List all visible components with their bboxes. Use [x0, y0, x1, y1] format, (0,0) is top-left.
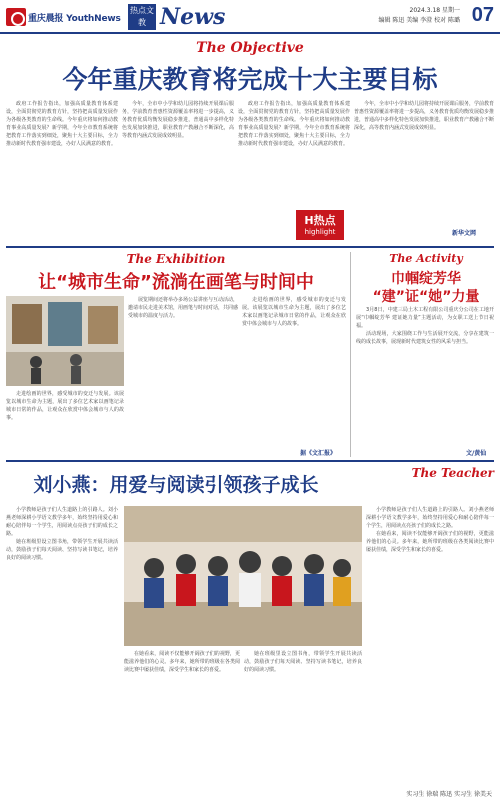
story1-column-3: [238, 100, 350, 200]
story1-paragraph: 今年，全市中小学和幼儿园将持续开展课后服务，学前教育普惠性资源覆盖率将进一步提高，义务教育优质均衡发展稳步推进，普通高中多样化特色发展加快推进，职业教育产教融合不断深化，高等教育内涵式发展成效明显。: [122, 101, 234, 139]
story4-paragraph: 小学教师是孩子们人生道路上的引路人。刘小燕老师深耕小学语文教学多年，始终坚持用爱心和耐心陪伴每一个学生，用阅读点亮孩子们的成长之路。: [6, 507, 118, 537]
story1-paragraph: 政府工作报告指出，加强高质量教育体系建设，全面贯彻党的教育方针，坚持把高质量发展作为各级各类教育的生命线。今年重庆将如何推动教育事业高质量发展？新学期，今年全市教育系统将把教育工作落实到细处，聚焦十大主要目标，全力推动新时代教育强市建设，办好人民满意的教育。: [6, 101, 118, 147]
story1-kicker: The Objective: [196, 40, 304, 56]
story4-paragraph: 在她看来，阅读不仅能够开阔孩子们的视野，更能滋养他们的心灵。多年来，她所带的班级在各类阅读比赛中屡获佳绩，深受学生和家长的喜爱。: [124, 651, 240, 673]
story4-paragraph: 小学教师是孩子们人生道路上的引路人。刘小燕老师深耕小学语文教学多年，始终坚持用爱心和耐心陪伴每一个学生，用阅读点亮孩子们的成长之路。: [366, 507, 494, 529]
story1-column-4: [354, 100, 494, 220]
issue-date: 2024.3.18 星期一: [409, 7, 460, 14]
story1-column-1: [6, 100, 118, 240]
story4-paragraph: 她在班级里设立图书角，带领学生开展共读活动，鼓励孩子们每天阅读、坚持写读书笔记，培养良好的阅读习惯。: [244, 651, 362, 673]
story3-byline: 文/黄仙: [466, 450, 487, 457]
story2-column-3: [242, 296, 346, 446]
highlight-badge-cn: H热点: [304, 214, 336, 227]
masthead: [0, 0, 500, 34]
story1-paragraph: 政府工作报告指出，加强高质量教育体系建设，全面贯彻党的教育方针，坚持把高质量发展作为各级各类教育的生命线。今年重庆将如何推动教育事业高质量发展？新学期，今年全市教育系统将把教育工作落实到细处，聚焦十大主要目标，全力推动新时代教育强市建设，办好人民满意的教育。: [238, 101, 350, 147]
story4-column-2: [124, 650, 240, 776]
story4-paragraph: 她在班级里设立图书角，带领学生开展共读活动，鼓励孩子们每天阅读、坚持写读书笔记，培养良好的阅读习惯。: [6, 539, 118, 561]
page-footer: [0, 786, 500, 801]
story2-paragraph: 走进绘画的世界，感受城市的变迁与发展。该展览以城市生命为主题，展出了多位艺术家以画笔记录城市日常的作品，让观众在欣赏中体会城市与人的故事。: [242, 297, 346, 327]
highlight-badge: [296, 210, 344, 240]
column-divider: [350, 252, 351, 457]
story4-paragraph: 在她看来，阅读不仅能够开阔孩子们的视野，更能滋养他们的心灵。多年来，她所带的班级在各类阅读比赛中屡获佳绩，深受学生和家长的喜爱。: [366, 531, 494, 553]
story2-column-2: [128, 296, 238, 456]
story4-column-4: [366, 506, 494, 776]
exhibition-photo-image: [6, 296, 124, 386]
story3-paragraph: 活动现场，大家围绕工作与生活展开交流，分享在建筑一线的成长故事，展现新时代建筑女性的风采与担当。: [356, 331, 494, 345]
story4-column-1: [6, 506, 118, 776]
page-number: 07: [471, 4, 494, 26]
story2-paragraph: 走进绘画的世界，感受城市的变迁与发展。该展览以城市生命为主题，展出了多位艺术家以画笔记录城市日常的作品，让观众在欣赏中体会城市与人的故事。: [6, 391, 124, 421]
issue-meta: [378, 6, 460, 26]
story4-headline: 刘小燕：用爱与阅读引领孩子成长: [33, 474, 319, 496]
story3-column: [356, 306, 494, 446]
section-divider: [6, 246, 494, 248]
story3-paragraph: 3月8日，中建三局土木工程有限公司重庆分公司在工地开展“巾帼绽芳华 建证她力量”主题活动，为女职工送上节日祝福。: [356, 307, 494, 329]
teacher-photo-image: [124, 506, 362, 646]
story4-kicker: The Teacher: [411, 466, 494, 480]
story4-byline: 实习生 徐瑞 陈迅 实习生 徐美天: [406, 791, 492, 798]
story2-column-1: [6, 390, 124, 450]
story1-headline: 今年重庆教育将完成十大主要目标: [62, 65, 438, 94]
highlight-badge-en: highlight: [304, 228, 336, 236]
section-divider: [6, 460, 494, 462]
story3-headline-line1: 巾帼绽芳华: [391, 271, 461, 287]
section-tag: 热点文教: [128, 4, 156, 30]
section-title: News: [160, 4, 226, 30]
story1-paragraph: 今年，全市中小学和幼儿园将持续开展课后服务，学前教育普惠性资源覆盖率将进一步提高，义务教育优质均衡发展稳步推进，普通高中多样化特色发展加快推进，职业教育产教融合不断深化，高等教育内涵式发展成效明显。: [354, 101, 494, 131]
story2-byline: 据《文汇报》: [300, 450, 337, 457]
logo-mark-icon: [6, 8, 26, 26]
story1-column-2: [122, 100, 234, 240]
logo-text: 重庆晨报 YouthNews: [28, 14, 121, 24]
exhibition-photo: [6, 296, 124, 386]
story3-kicker: The Activity: [389, 252, 463, 265]
editor-credits: 编辑 陈迅 美编 李澄 校对 陈璐: [378, 17, 460, 24]
newspaper-logo: [6, 8, 124, 26]
story4-column-3: [244, 650, 362, 776]
teacher-photo: [124, 506, 362, 646]
story2-headline: 让“城市生命”流淌在画笔与时间中: [38, 272, 314, 293]
story1-byline: 新华文网: [452, 230, 477, 237]
story2-paragraph: 展览期间还将举办多场公益讲座与互动活动，邀请市民走进美术馆，用画笔与时间对话，共同感受城市的温度与活力。: [128, 297, 238, 319]
story3-headline-line2: “建”证“她”力量: [372, 289, 480, 305]
story2-kicker: The Exhibition: [126, 252, 226, 266]
